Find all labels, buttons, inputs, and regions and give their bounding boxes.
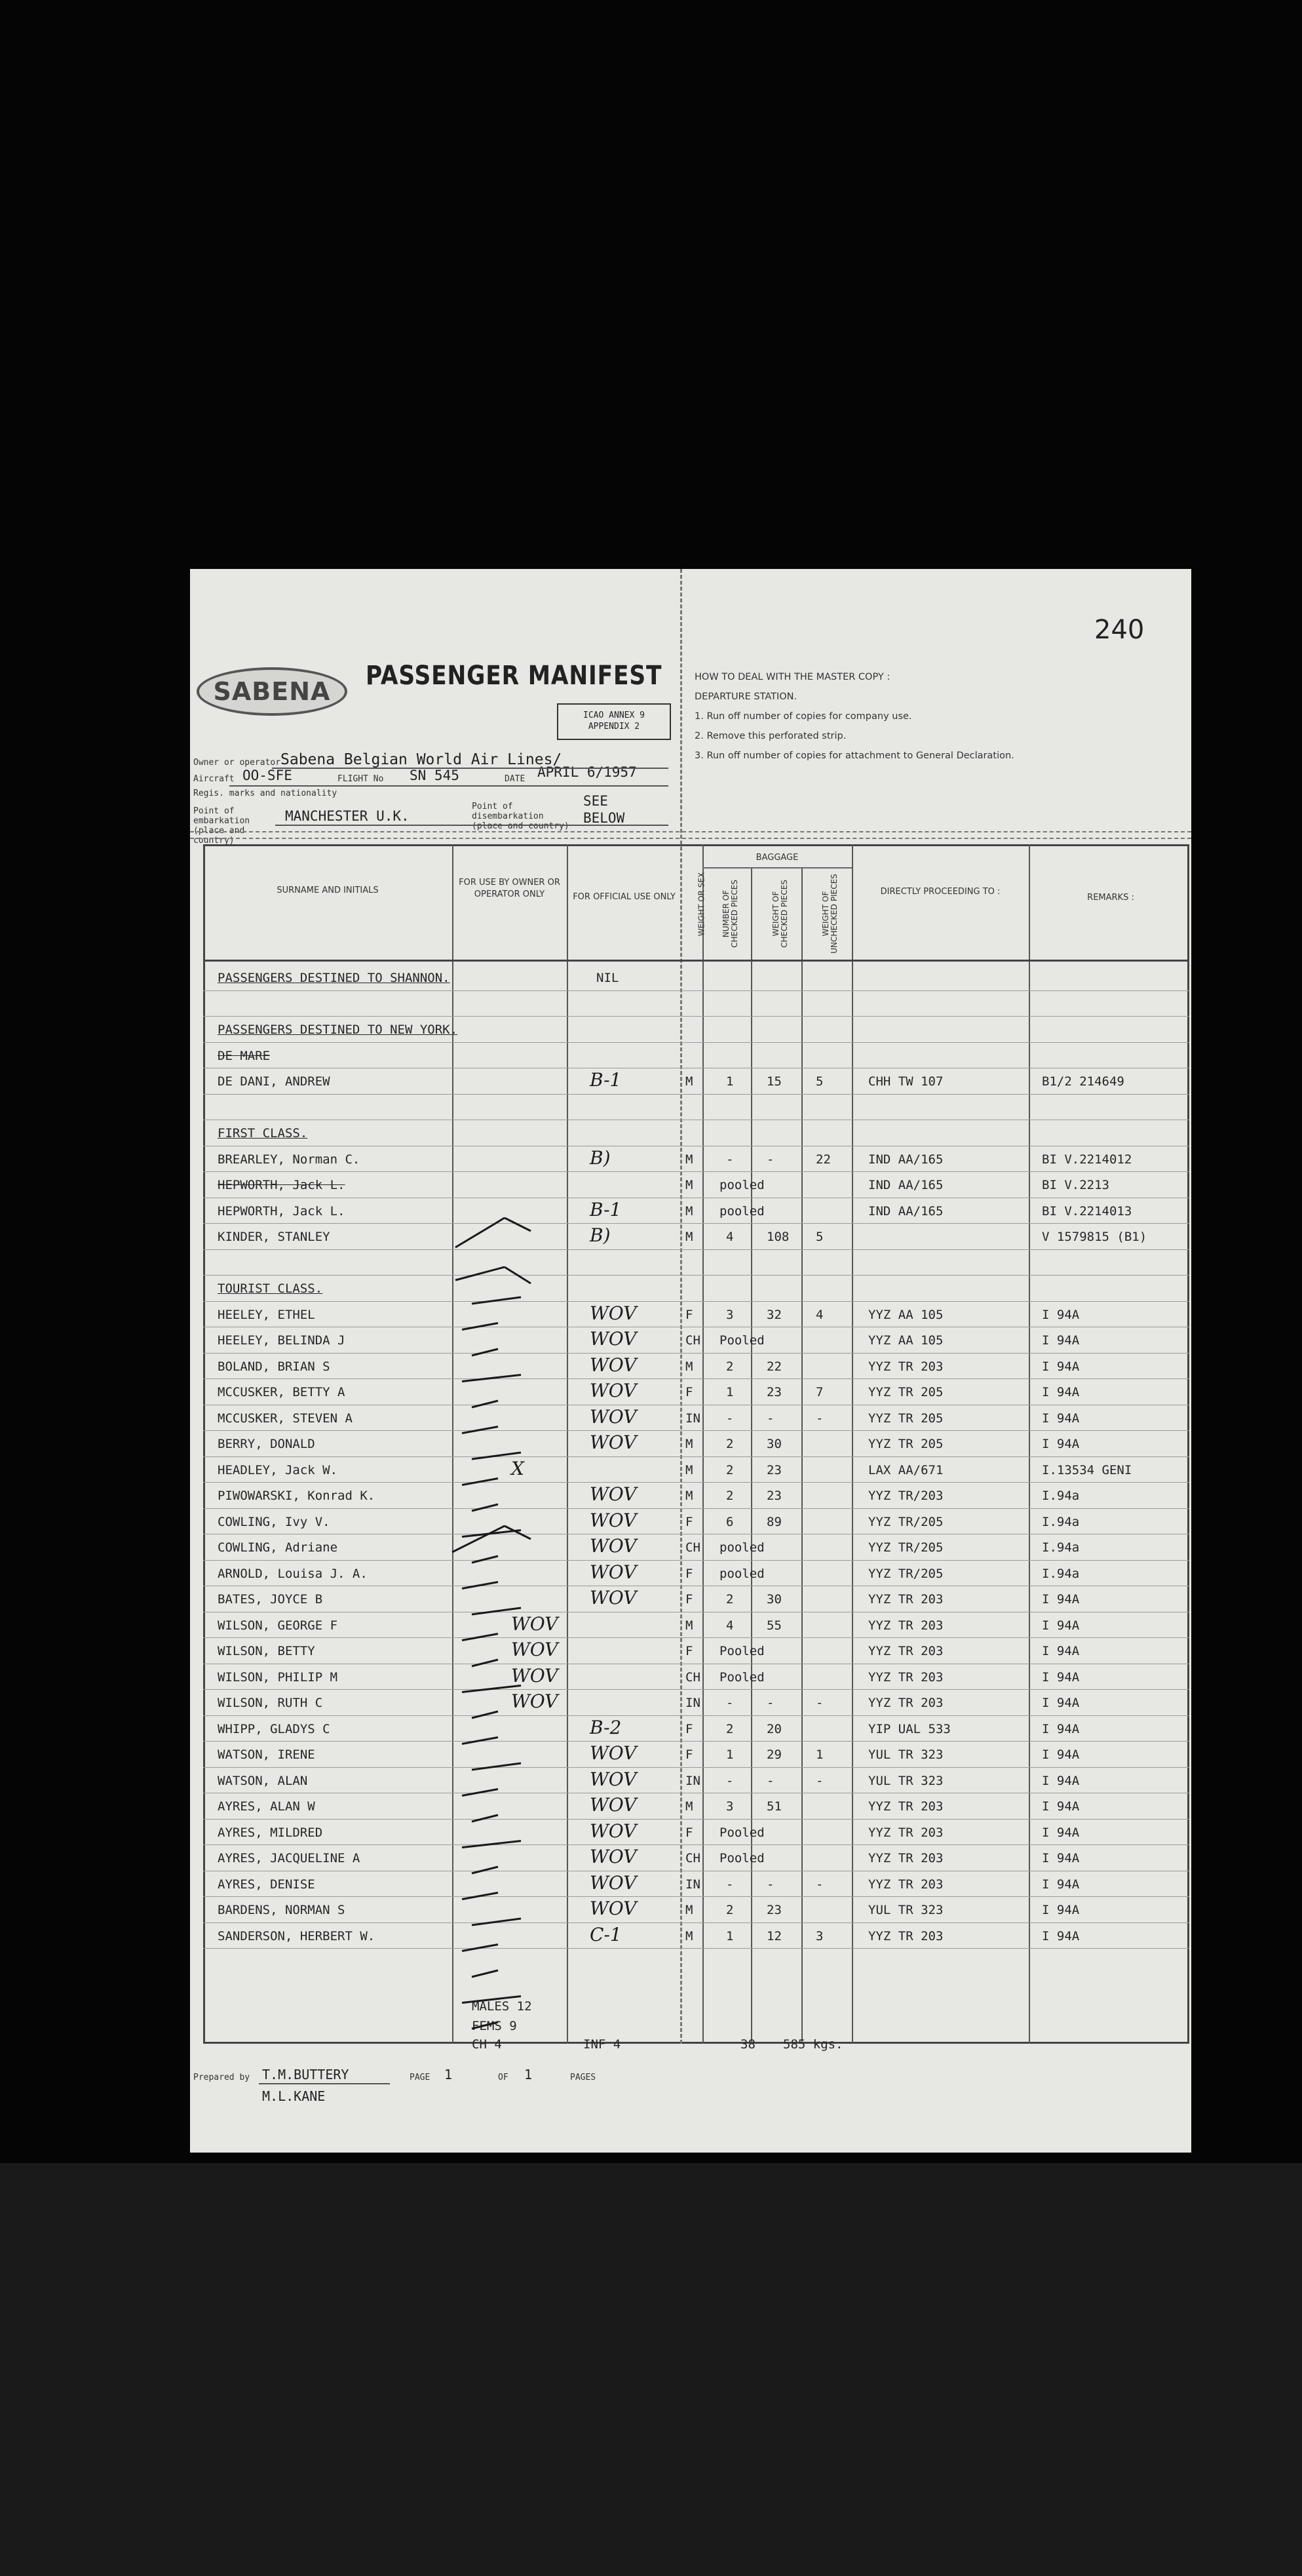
column-header-unchecked-weight: WEIGHT OF UNCHECKED PIECES [821, 874, 839, 954]
passenger-name: WATSON, ALAN [218, 1773, 308, 1788]
remarks-value: BI V.2214012 [1042, 1152, 1132, 1167]
remarks-value: BI V.2213 [1042, 1178, 1109, 1192]
official-handwritten-code: WOV [590, 1768, 637, 1790]
passenger-name: BREARLEY, Norman C. [218, 1152, 360, 1167]
passenger-name: BATES, JOYCE B [218, 1592, 323, 1607]
passenger-sex: F [685, 1644, 693, 1658]
remarks-value: BI V.2214013 [1042, 1203, 1132, 1219]
check-stroke [472, 1711, 498, 1718]
checked-pieces: 2 [726, 1359, 734, 1374]
prepared-by-2: M.L.KANE [262, 2088, 326, 2104]
unchecked-weight: - [816, 1773, 824, 1788]
proceeding-to: YYZ TR 205 [868, 1385, 944, 1399]
remarks-value: I 94A [1042, 1618, 1080, 1633]
proceeding-to: YYZ TR 205 [868, 1411, 944, 1426]
column-header-checked-pieces: NUMBER OF CHECKED PIECES [721, 880, 739, 948]
passenger-sex: M [685, 1799, 693, 1814]
checked-weight: 51 [767, 1799, 782, 1814]
check-stroke [472, 1453, 521, 1459]
total-ch: CH 4 [472, 2037, 502, 2052]
prepared-by-1: T.M.BUTTERY [262, 2067, 349, 2082]
icao-line-2: APPENDIX 2 [588, 722, 640, 732]
official-handwritten-code: B) [590, 1224, 611, 1246]
aircraft-label: Aircraft [193, 774, 235, 784]
passenger-sex: IN [685, 1411, 700, 1426]
proceeding-to: YYZ TR 203 [868, 1618, 944, 1633]
checked-pieces: Pooled [719, 1333, 765, 1348]
passenger-sex: F [685, 1307, 693, 1322]
owner-value: Sabena Belgian World Air Lines/ [280, 751, 562, 768]
checked-pieces: - [726, 1411, 734, 1426]
passenger-sex: M [685, 1178, 693, 1192]
checked-weight: 29 [767, 1747, 782, 1762]
check-stroke [462, 1375, 521, 1382]
remarks-value: I 94A [1042, 1799, 1080, 1814]
check-stroke [472, 1919, 521, 1925]
checked-pieces: 2 [726, 1489, 734, 1503]
checked-pieces: Pooled [719, 1669, 765, 1685]
proceeding-to: YYZ TR/205 [868, 1566, 944, 1581]
page-label: PAGE [410, 2073, 431, 2082]
official-handwritten-code: WOV [590, 1483, 637, 1505]
check-stroke [462, 1997, 521, 2003]
passenger-sex: F [685, 1385, 693, 1399]
proceeding-to: LAX AA/671 [868, 1462, 944, 1477]
unchecked-weight: 5 [816, 1074, 824, 1089]
owner-handwritten-code: WOV [511, 1664, 558, 1687]
passenger-name: AYRES, MILDRED [218, 1825, 323, 1840]
official-handwritten-code: C-1 [590, 1923, 622, 1945]
passenger-sex: F [685, 1721, 693, 1736]
passenger-name: WILSON, GEORGE F [218, 1618, 338, 1633]
passenger-name: BOLAND, BRIAN S [218, 1359, 330, 1374]
proceeding-to: YYZ TR/203 [868, 1489, 944, 1503]
checked-pieces: 2 [726, 1903, 734, 1917]
checked-weight: 22 [767, 1359, 782, 1374]
remarks-value: I 94A [1042, 1669, 1080, 1685]
unchecked-weight: - [816, 1696, 824, 1710]
check-stroke [472, 1556, 498, 1563]
unchecked-weight: 5 [816, 1230, 824, 1244]
passenger-name: BERRY, DONALD [218, 1437, 315, 1451]
passenger-name: COWLING, Ivy V. [218, 1514, 330, 1529]
column-header-checked-weight: WEIGHT OF CHECKED PIECES [771, 880, 789, 948]
remarks-value: I 94A [1042, 1592, 1080, 1607]
checked-pieces: Pooled [719, 1825, 765, 1840]
prepared-label: Prepared by [193, 2073, 250, 2082]
disembark-value-2: BELOW [583, 810, 625, 826]
passenger-name: DE DANI, ANDREW [218, 1074, 330, 1089]
remarks-value: I 94A [1042, 1307, 1080, 1322]
manifest-page [190, 569, 1191, 2153]
instructions-title: HOW TO DEAL WITH THE MASTER COPY : [695, 672, 890, 682]
passenger-name: ARNOLD, Louisa J. A. [218, 1566, 368, 1581]
checked-pieces: pooled [719, 1540, 765, 1555]
checked-weight: - [767, 1411, 775, 1426]
passenger-name: KINDER, STANLEY [218, 1230, 330, 1244]
check-stroke [472, 1970, 498, 1977]
proceeding-to: YUL TR 323 [868, 1773, 944, 1788]
flight-value: SN 545 [410, 768, 459, 783]
check-stroke [462, 1323, 498, 1330]
passenger-sex: M [685, 1359, 693, 1374]
passenger-sex: M [685, 1230, 693, 1244]
check-stroke [472, 1608, 521, 1614]
check-stroke [462, 1582, 498, 1589]
passenger-sex: CH [685, 1333, 700, 1348]
official-handwritten-code: WOV [590, 1898, 637, 1919]
regmarks-label: Regis. marks and nationality [193, 789, 337, 798]
passenger-sex: CH [685, 1851, 700, 1865]
official-handwritten-code: B-1 [590, 1069, 622, 1091]
of-label: OF [498, 2073, 508, 2082]
passenger-sex: M [685, 1928, 693, 1943]
passenger-name: HEPWORTH, Jack L. [218, 1203, 345, 1219]
proceeding-to: YIP UAL 533 [868, 1721, 951, 1736]
date-value: APRIL 6/1957 [537, 764, 637, 780]
instruction-1: 1. Run off number of copies for company use. [695, 711, 912, 722]
checked-weight: 20 [767, 1721, 782, 1736]
passenger-name: PIWOWARSKI, Konrad K. [218, 1489, 375, 1503]
section-heading: PASSENGERS DESTINED TO SHANNON. [218, 971, 450, 985]
total-pieces: 38 [740, 2037, 756, 2052]
checked-weight: 89 [767, 1514, 782, 1529]
remarks-value: I 94A [1042, 1851, 1080, 1865]
passenger-name: WILSON, RUTH C [218, 1696, 323, 1710]
date-label: DATE [505, 774, 526, 784]
of-value: 1 [524, 2067, 533, 2082]
disembark-value-1: SEE [583, 793, 608, 809]
remarks-value: I 94A [1042, 1773, 1080, 1788]
checked-pieces: 4 [726, 1230, 734, 1244]
checked-weight: 23 [767, 1903, 782, 1917]
passenger-sex: F [685, 1514, 693, 1529]
checked-weight: - [767, 1696, 775, 1710]
icao-line-1: ICAO ANNEX 9 [583, 711, 645, 721]
official-handwritten-code: WOV [590, 1561, 637, 1583]
official-handwritten-code: WOV [590, 1587, 637, 1609]
passenger-sex: M [685, 1074, 693, 1089]
remarks-value: I 94A [1042, 1721, 1080, 1736]
passenger-name: HEELEY, ETHEL [218, 1307, 315, 1322]
tick-mark [455, 1267, 531, 1283]
official-handwritten-code: WOV [590, 1820, 637, 1842]
proceeding-to: IND AA/165 [868, 1178, 944, 1192]
owner-handwritten-code: WOV [511, 1612, 558, 1635]
checked-weight: - [767, 1773, 775, 1788]
manifest-title: PASSENGER MANIFEST [366, 661, 662, 691]
checked-weight: 30 [767, 1437, 782, 1451]
flight-label: FLIGHT No [337, 774, 384, 784]
checked-pieces: Pooled [719, 1851, 765, 1865]
checked-pieces: - [726, 1696, 734, 1710]
proceeding-to: YYZ TR/205 [868, 1540, 944, 1555]
check-stroke [472, 1297, 521, 1304]
checked-pieces: 2 [726, 1592, 734, 1607]
instruction-2: 2. Remove this perforated strip. [695, 731, 847, 741]
official-handwritten-code: WOV [590, 1509, 637, 1531]
check-stroke [472, 2022, 498, 2029]
remarks-value: I.94a [1042, 1540, 1080, 1555]
logo-text: SABENA [213, 677, 331, 706]
checked-pieces: 6 [726, 1514, 734, 1529]
proceeding-to: IND AA/165 [868, 1152, 944, 1167]
remarks-value: I 94A [1042, 1437, 1080, 1451]
official-handwritten-code: WOV [590, 1846, 637, 1867]
proceeding-to: YYZ TR 203 [868, 1359, 944, 1374]
official-note: NIL [596, 971, 619, 985]
passenger-name: MCCUSKER, BETTY A [218, 1385, 345, 1399]
checked-pieces: 3 [726, 1799, 734, 1814]
passenger-sex: F [685, 1592, 693, 1607]
official-handwritten-code: WOV [590, 1742, 637, 1764]
checked-pieces: 1 [726, 1928, 734, 1943]
passenger-sex: F [685, 1566, 693, 1581]
checked-weight: 15 [767, 1074, 782, 1089]
passenger-name: HEELEY, BELINDA J [218, 1333, 345, 1348]
check-stroke [472, 1660, 498, 1666]
remarks-value: I 94A [1042, 1877, 1080, 1892]
check-stroke [472, 1867, 498, 1873]
proceeding-to: YYZ TR 203 [868, 1825, 944, 1840]
passenger-name: AYRES, DENISE [218, 1877, 315, 1892]
passenger-name: DE MARE [218, 1048, 271, 1063]
page-number: 240 [1094, 615, 1145, 645]
checked-weight: 32 [767, 1307, 782, 1322]
passenger-name: WILSON, BETTY [218, 1644, 315, 1658]
official-handwritten-code: WOV [590, 1405, 637, 1428]
section-heading: FIRST CLASS. [218, 1126, 308, 1141]
checked-weight: 108 [767, 1230, 790, 1244]
passenger-name: WILSON, PHILIP M [218, 1669, 338, 1685]
remarks-value: I 94A [1042, 1359, 1080, 1374]
passenger-name: HEADLEY, Jack W. [218, 1462, 338, 1477]
passenger-sex: M [685, 1903, 693, 1917]
passenger-sex: CH [685, 1669, 700, 1685]
passenger-sex: F [685, 1825, 693, 1840]
check-stroke [462, 1634, 498, 1641]
remarks-value: I.94a [1042, 1514, 1080, 1529]
remarks-value: B1/2 214649 [1042, 1074, 1124, 1089]
check-stroke [462, 1893, 498, 1900]
proceeding-to: YYZ AA 105 [868, 1307, 944, 1322]
column-header-surname: SURNAME AND INITIALS [277, 886, 379, 895]
remarks-value: I 94A [1042, 1928, 1080, 1943]
checked-weight: - [767, 1877, 775, 1892]
proceeding-to: YYZ TR 203 [868, 1851, 944, 1865]
proceeding-to: YYZ TR 203 [868, 1799, 944, 1814]
owner-handwritten-code: X [511, 1457, 524, 1479]
remarks-value: I 94A [1042, 1903, 1080, 1917]
proceeding-to: YYZ AA 105 [868, 1333, 944, 1348]
official-handwritten-code: B) [590, 1146, 611, 1169]
remarks-value: I 94A [1042, 1385, 1080, 1399]
remarks-value: I 94A [1042, 1825, 1080, 1840]
page-value: 1 [444, 2067, 453, 2082]
checked-pieces: pooled [719, 1203, 765, 1219]
total-inf: INF 4 [583, 2037, 621, 2052]
checked-pieces: 2 [726, 1437, 734, 1451]
unchecked-weight: - [816, 1411, 824, 1426]
proceeding-to: IND AA/165 [868, 1203, 944, 1219]
passenger-sex: IN [685, 1877, 700, 1892]
checked-weight: 23 [767, 1462, 782, 1477]
official-handwritten-code: B-1 [590, 1198, 622, 1220]
check-stroke [462, 1841, 521, 1848]
passenger-sex: M [685, 1462, 693, 1477]
check-stroke [462, 1945, 498, 1951]
official-handwritten-code: WOV [590, 1871, 637, 1894]
section-heading: TOURIST CLASS. [218, 1281, 323, 1296]
checked-pieces: 2 [726, 1462, 734, 1477]
remarks-value: I.94a [1042, 1566, 1080, 1581]
check-stroke [472, 1815, 498, 1822]
unchecked-weight: 1 [816, 1747, 824, 1762]
official-handwritten-code: WOV [590, 1535, 637, 1557]
checked-pieces: Pooled [719, 1644, 765, 1658]
proceeding-to: YYZ TR 203 [868, 1644, 944, 1658]
proceeding-to: CHH TW 107 [868, 1074, 944, 1089]
passenger-sex: IN [685, 1773, 700, 1788]
section-heading: PASSENGERS DESTINED TO NEW YORK. [218, 1023, 458, 1037]
check-stroke [462, 1686, 521, 1692]
official-handwritten-code: WOV [590, 1794, 637, 1816]
remarks-value: I.94a [1042, 1489, 1080, 1503]
remarks-value: I 94A [1042, 1747, 1080, 1762]
total-fems: FEMS 9 [472, 2019, 517, 2033]
handwritten-checkmarks [190, 569, 1191, 2153]
column-header-official-use: FOR OFFICIAL USE ONLY [573, 892, 676, 902]
checked-pieces: 3 [726, 1307, 734, 1322]
scan-background [0, 2163, 1302, 2576]
proceeding-to: YYZ TR 203 [868, 1696, 944, 1710]
unchecked-weight: 22 [816, 1152, 831, 1167]
instructions-subtitle: DEPARTURE STATION. [695, 692, 797, 702]
passenger-sex: F [685, 1747, 693, 1762]
checked-weight: 30 [767, 1592, 782, 1607]
checked-weight: - [767, 1152, 775, 1167]
column-header-remarks: REMARKS : [1087, 893, 1134, 903]
remarks-value: I 94A [1042, 1411, 1080, 1426]
official-handwritten-code: WOV [590, 1354, 637, 1376]
checked-weight: 23 [767, 1489, 782, 1503]
column-header-baggage: BAGGAGE [756, 853, 799, 863]
check-stroke [462, 1738, 498, 1744]
checked-pieces: - [726, 1773, 734, 1788]
aircraft-value: OO-SFE [242, 768, 292, 783]
passenger-name: SANDERSON, HERBERT W. [218, 1928, 375, 1943]
passenger-name: AYRES, JACQUELINE A [218, 1851, 360, 1865]
checked-pieces: - [726, 1877, 734, 1892]
passenger-name: BARDENS, NORMAN S [218, 1903, 345, 1917]
passenger-sex: M [685, 1203, 693, 1219]
unchecked-weight: 3 [816, 1928, 824, 1943]
owner-handwritten-code: WOV [511, 1639, 558, 1660]
checked-weight: 23 [767, 1385, 782, 1399]
check-stroke [462, 1479, 498, 1485]
passenger-name: MCCUSKER, STEVEN A [218, 1411, 353, 1426]
embark-label: Point of embarkation (place and country) [193, 806, 250, 846]
passenger-sex: CH [685, 1540, 700, 1555]
unchecked-weight: - [816, 1877, 824, 1892]
checked-pieces: 2 [726, 1721, 734, 1736]
official-handwritten-code: B-2 [590, 1716, 622, 1738]
total-weight: 585 kgs. [783, 2037, 843, 2052]
check-stroke [472, 1504, 498, 1511]
owner-label: Owner or operator [193, 758, 281, 768]
proceeding-to: YUL TR 323 [868, 1747, 944, 1762]
check-stroke [472, 1349, 498, 1356]
passenger-name: WHIPP, GLADYS C [218, 1721, 330, 1736]
check-stroke [462, 1789, 498, 1796]
proceeding-to: YYZ TR/205 [868, 1514, 944, 1529]
passenger-name: HEPWORTH, Jack L. [218, 1178, 345, 1192]
tick-mark [455, 1218, 531, 1247]
passenger-name: AYRES, ALAN W [218, 1799, 315, 1814]
checked-weight: 55 [767, 1618, 782, 1633]
remarks-value: I 94A [1042, 1644, 1080, 1658]
checked-pieces: 4 [726, 1618, 734, 1633]
total-males: MALES 12 [472, 1999, 532, 2014]
passenger-sex: M [685, 1618, 693, 1633]
check-stroke [462, 1427, 498, 1434]
checked-pieces: 1 [726, 1747, 734, 1762]
remarks-value: I 94A [1042, 1333, 1080, 1348]
checked-pieces: pooled [719, 1566, 765, 1581]
column-header-weight-sex: WEIGHT OR SEX [697, 872, 706, 937]
proceeding-to: YYZ TR 203 [868, 1669, 944, 1685]
checked-pieces: 1 [726, 1385, 734, 1399]
official-handwritten-code: WOV [590, 1328, 637, 1350]
passenger-name: COWLING, Adriane [218, 1540, 338, 1555]
remarks-value: I 94A [1042, 1696, 1080, 1710]
official-handwritten-code: WOV [590, 1380, 637, 1401]
proceeding-to: YYZ TR 203 [868, 1928, 944, 1943]
embark-value: MANCHESTER U.K. [285, 808, 410, 824]
passenger-sex: M [685, 1152, 693, 1167]
proceeding-to: YUL TR 323 [868, 1903, 944, 1917]
check-stroke [472, 1401, 498, 1407]
owner-handwritten-code: WOV [511, 1690, 558, 1712]
checked-pieces: 1 [726, 1074, 734, 1089]
official-handwritten-code: WOV [590, 1432, 637, 1453]
instruction-3: 3. Run off number of copies for attachment to General Declaration. [695, 751, 1014, 761]
remarks-value: I.13534 GENI [1042, 1462, 1132, 1477]
remarks-value: V 1579815 (B1) [1042, 1230, 1147, 1244]
passenger-sex: M [685, 1489, 693, 1503]
column-header-owner-use: FOR USE BY OWNER OR OPERATOR ONLY [459, 878, 560, 899]
disembark-label: Point of disembarkation (place and country) [472, 802, 569, 831]
checked-pieces: - [726, 1152, 734, 1167]
proceeding-to: YYZ TR 203 [868, 1592, 944, 1607]
unchecked-weight: 7 [816, 1385, 824, 1399]
passenger-sex: M [685, 1437, 693, 1451]
passenger-sex: IN [685, 1696, 700, 1710]
unchecked-weight: 4 [816, 1307, 824, 1322]
pages-label: PAGES [570, 2073, 596, 2082]
checked-pieces: pooled [719, 1178, 765, 1192]
official-handwritten-code: WOV [590, 1302, 637, 1324]
proceeding-to: YYZ TR 205 [868, 1437, 944, 1451]
passenger-name: WATSON, IRENE [218, 1747, 315, 1762]
check-stroke [472, 1763, 521, 1770]
column-header-proceeding: DIRECTLY PROCEEDING TO : [880, 887, 1001, 897]
checked-weight: 12 [767, 1928, 782, 1943]
proceeding-to: YYZ TR 203 [868, 1877, 944, 1892]
